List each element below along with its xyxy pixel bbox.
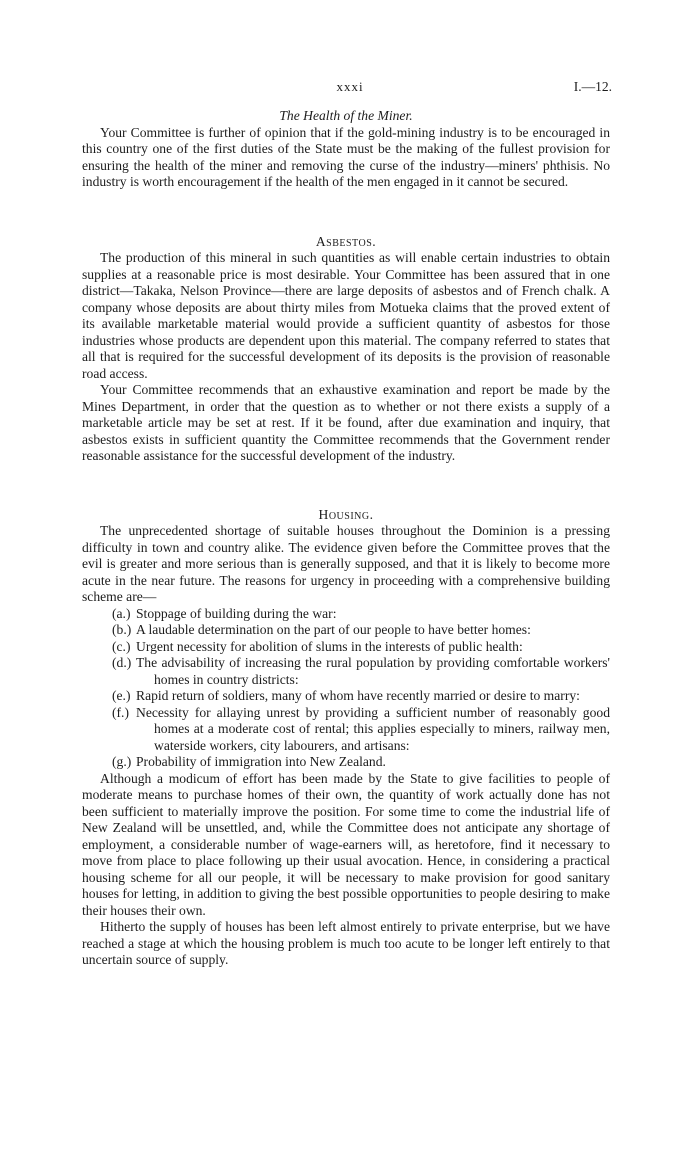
list-item	[82, 655, 610, 688]
list-item-label: (c.)	[112, 638, 131, 654]
list-item-label: (f.)	[112, 704, 129, 720]
list-item-label: (e.)	[112, 688, 131, 703]
health-paragraph-1: Your Committee is further of opinion that if the gold-mining industry is to be encouraged in this country one of the first duties of the State must be the making of the fullest provision for ensuring the health of the miner and removing the curse of the industry—miners' phthisis. No industry is worth encouragement if the health of the men engaged in it cannot be secured.	[82, 124, 610, 189]
list-item-label: (d.)	[112, 655, 132, 670]
section-title-health: The Health of the Miner.	[279, 108, 413, 123]
list-item	[82, 639, 610, 656]
housing-reasons-list	[82, 606, 610, 771]
list-item-text: A laudable determination on the part of our people to have better homes:	[136, 622, 531, 637]
list-item	[82, 688, 610, 705]
list-item-text: Necessity for allaying unrest by providing a sufficient number of reasonably good homes at a moderate cost of rental; this applies especially to miners, railway men, waterside workers, city labourers, and artisans:	[136, 704, 610, 753]
page-header	[0, 79, 700, 97]
housing-paragraph-2: Hitherto the supply of houses has been left almost entirely to private enterprise, but we have reached a stage at which the housing problem is much too acute to be longer left entirely to that uncertain source of supply.	[82, 919, 610, 967]
document-reference: I.—12.	[573, 79, 612, 94]
list-item-text: Rapid return of soldiers, many of whom have recently married or desire to marry:	[136, 688, 580, 703]
list-item-text: The advisability of increasing the rural population by providing comfortable workers' homes in country districts:	[136, 655, 610, 687]
housing-intro: The unprecedented shortage of suitable houses throughout the Dominion is a pressing difficulty in town and country alike. The evidence given before the Committee proves that the evil is greater and more serious than is generally supposed, and that it is likely to become more acute in the near future. The reasons for urgency in proceeding with a comprehensive building scheme are—	[82, 523, 610, 604]
list-item-label: (g.)	[112, 754, 132, 769]
section-asbestos	[82, 234, 610, 465]
section-title-housing: Housing.	[318, 506, 374, 522]
list-item	[82, 606, 610, 623]
asbestos-paragraph-1: The production of this mineral in such quantities as will enable certain industries to obtain supplies at a reasonable price is most desirable. Your Committee has been assured that in one district—Takaka, Nelson Province—there are large deposits of asbestos and of French chalk. A company whose deposits are about thirty miles from Motueka claims that the proved extent of its available marketable material would provide a sufficient quantity of asbestos for those industries whose products are dependent upon this material. The company referred to states that all that is required for the successful development of its deposits is the provision of reasonable road access.	[82, 250, 610, 381]
page-number: xxxi	[336, 79, 364, 94]
asbestos-paragraph-2: Your Committee recommends that an exhaustive examination and report be made by the Mines Department, in order that the question as to whether or not there exists a supply of a marketable article may be set at rest. If it be found, after due examination and inquiry, that asbestos exists in sufficient quantity the Committee recommends that the Government render reasonable assistance for the successful development of the industry.	[82, 382, 610, 463]
list-item-label: (a.)	[112, 605, 131, 621]
list-item	[82, 754, 610, 771]
section-housing	[82, 507, 610, 969]
list-item	[82, 622, 610, 639]
document-body	[82, 108, 610, 969]
section-health-of-miner	[82, 108, 610, 191]
list-item-label: (b.)	[112, 622, 132, 637]
section-title-asbestos: Asbestos.	[315, 233, 377, 249]
list-item-text: Urgent necessity for abolition of slums in the interests of public health:	[136, 638, 523, 654]
list-item-text: Probability of immigration into New Zealand.	[136, 754, 386, 769]
housing-paragraph-1: Although a modicum of effort has been made by the State to give facilities to people of moderate means to purchase homes of their own, the quantity of work actually done has not been sufficient to materially improve the position. For some time to come the industrial life of New Zealand will be unsettled, and, while the Committee does not anticipate any shortage of employment, a considerable number of wage-earners will, as heretofore, find it necessary to move from place to place following up their usual avocation. Hence, in considering a practical housing scheme for all our people, it will be necessary to make provision for good sanitary houses for letting, in addition to giving the best possible opportunities to people desiring to make their houses their own.	[82, 770, 610, 918]
list-item-text: Stoppage of building during the war:	[136, 605, 337, 621]
list-item	[82, 705, 610, 755]
